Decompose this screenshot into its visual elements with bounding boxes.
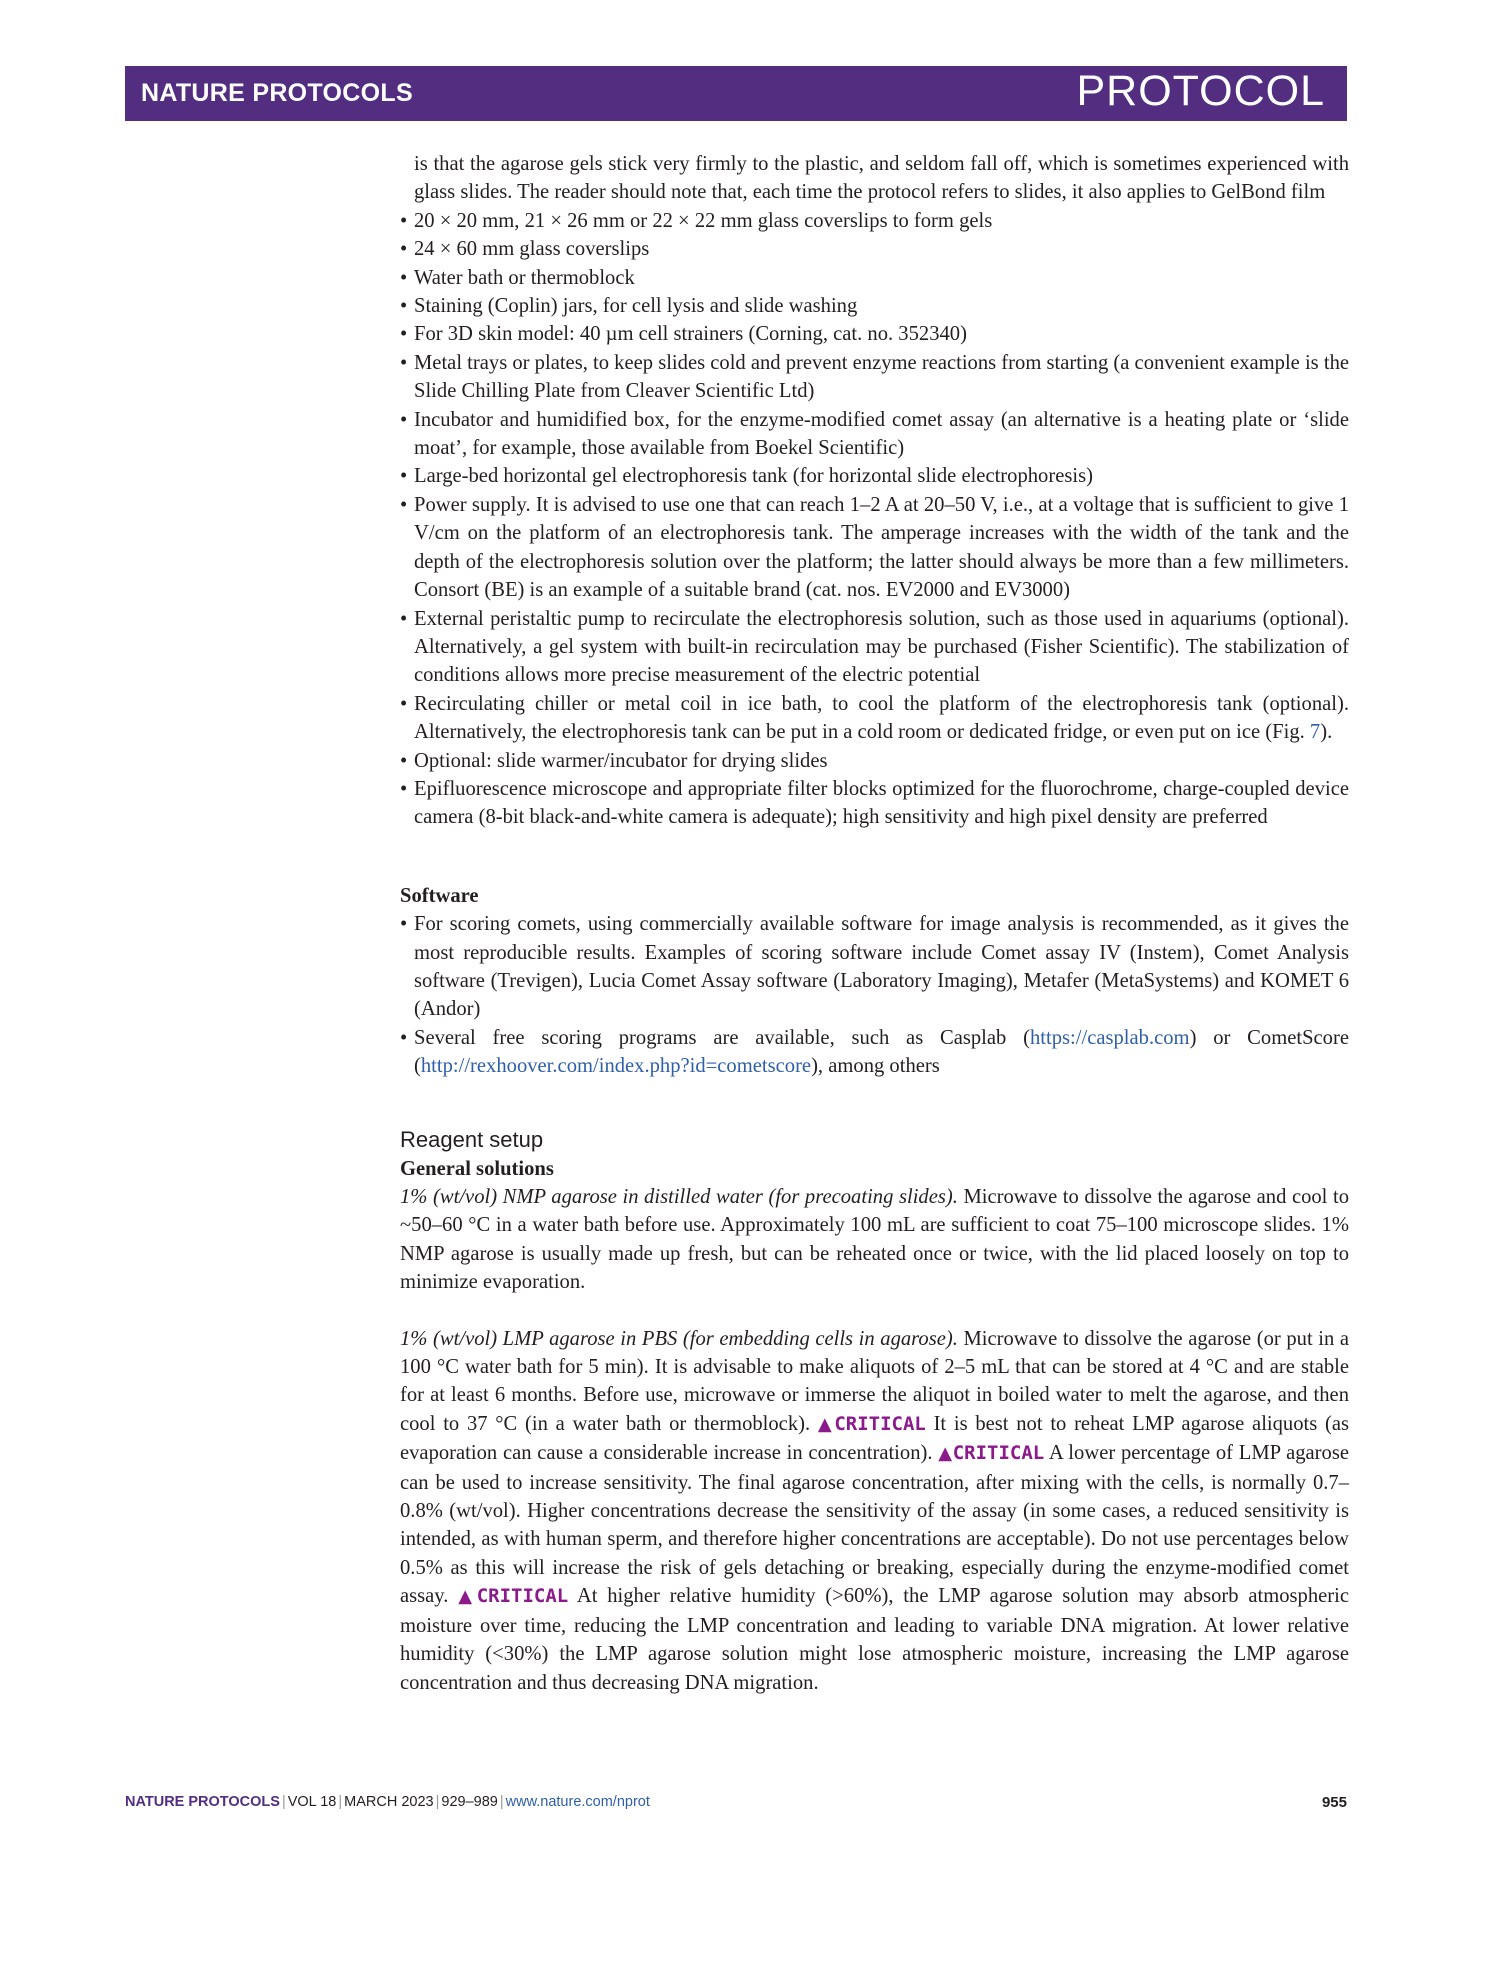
section-label: PROTOCOL [1076, 67, 1325, 115]
list-item: • Staining (Coplin) jars, for cell lysis and slide washing [400, 292, 1349, 320]
critical-marker [458, 1585, 568, 1607]
warning-triangle-icon: ▲ [817, 1413, 835, 1435]
lmp-agarose-paragraph [400, 1325, 1349, 1697]
nmp-agarose-paragraph [400, 1183, 1349, 1297]
list-item: • Metal trays or plates, to keep slides cold and prevent enzyme reactions from starting (a convenient example is the Slide Chilling Plate from Cleaver Scientific Ltd) [400, 349, 1349, 406]
software-text: ) or CometScore ( [414, 1026, 1349, 1078]
critical-label: CRITICAL [476, 1585, 569, 1608]
footer-date: MARCH 2023 [344, 1794, 434, 1810]
list-item [400, 1024, 1349, 1081]
cometscore-link[interactable]: http://rexhoover.com/index.php?id=cometscore [420, 1055, 812, 1078]
paragraph-body: At higher relative humidity (>60%), the LMP agarose solution may absorb atmospheric moisture over time, reducing the LMP concentration and leading to variable DNA migration. At lower relative humidity (<30%) the LMP agarose solution might lose atmospheric moisture, increasing the LMP agarose concentration and thus decreasing DNA migration. [400, 1585, 1349, 1694]
paragraph-lead: 1% (wt/vol) NMP agarose in distilled water (for precoating slides). [400, 1186, 958, 1208]
software-list [400, 910, 1349, 1080]
journal-name: NATURE PROTOCOLS [141, 79, 413, 107]
critical-label: CRITICAL [952, 1442, 1045, 1465]
chiller-text-end: ). [1320, 721, 1333, 744]
list-item: • Incubator and humidified box, for the enzyme-modified comet assay (an alternative is a heating plate or ‘slide moat’, for example, those available from Boekel Scientific) [400, 406, 1349, 463]
list-item: • 20 × 20 mm, 21 × 26 mm or 22 × 22 mm glass coverslips to form gels [400, 207, 1349, 235]
general-solutions-heading: General solutions [400, 1157, 554, 1180]
footer-url-link[interactable]: www.nature.com/nprot [505, 1794, 650, 1810]
software-heading: Software [400, 884, 479, 907]
reagent-setup-heading: Reagent setup [400, 1126, 544, 1152]
continuation-text: is that the agarose gels stick very firmly to the plastic, and seldom fall off, which is sometimes experienced with glass slides. The reader should note that, each time the protocol refers to slides, it also applies to GelBond film [414, 153, 1349, 204]
paragraph-lead: 1% (wt/vol) LMP agarose in PBS (for embedding cells in agarose). [400, 1327, 958, 1350]
list-item: • Power supply. It is advised to use one that can reach 1–2 A at 20–50 V, i.e., at a voltage that is sufficient to give 1 V/cm on the platform of an electrophoresis tank. The amperage increases with the width of the tank and the depth of the electrophoresis solution over the platform; the latter should always be more than a few millimeters. Consort (BE) is an example of a suitable brand (cat. nos. EV2000 and EV3000) [400, 491, 1349, 605]
paragraph-body: Microwave to dissolve the agarose (or put in a 100 °C water bath for 5 min). It is advisable to make aliquots of 2–5 mL that can be stored at 4 °C and are stable for at least 6 months. Before use, microwave or immerse the aliquot in boiled water to melt the agarose, and then cool to 37 °C (in a water bath or thermoblock). [400, 1327, 1349, 1435]
list-item: • Water bath or thermoblock [400, 264, 1349, 292]
critical-label: CRITICAL [834, 1412, 926, 1435]
footer-journal: NATURE PROTOCOLS [125, 1794, 280, 1810]
software-text: ), among others [811, 1055, 940, 1078]
paragraph-body: Microwave to dissolve the agarose and cool to ~50–60 °C in a water bath before use. Approximately 100 mL are sufficient to coat 75–100 microscope slides. 1% NMP agarose is usually made up fresh, but can be reheated once or twice, with the lid placed loosely on top to minimize evaporation. [400, 1186, 1349, 1294]
list-item: • External peristaltic pump to recirculate the electrophoresis solution, such as those used in aquariums (optional). Alternatively, a gel system with built-in recirculation may be purchased (Fisher Scientific). The stabilization of conditions allows more precise measurement of the electric potential [400, 605, 1349, 690]
equipment-list [400, 207, 1349, 832]
header-bar [125, 66, 1347, 121]
list-item: • Optional: slide warmer/incubator for drying slides [400, 747, 1349, 775]
critical-marker [938, 1442, 1044, 1464]
footer-volume: VOL 18 [287, 1794, 337, 1810]
article-body [400, 150, 1349, 1697]
list-item: • Epifluorescence microscope and appropriate filter blocks optimized for the fluorochrome, charge-coupled device camera (8-bit black-and-white camera is adequate); high sensitivity and high pixel density are preferred [400, 775, 1349, 832]
list-item: • For 3D skin model: 40 µm cell strainers (Corning, cat. no. 352340) [400, 320, 1349, 348]
warning-triangle-icon: ▲ [458, 1586, 477, 1608]
footer-pages: 929–989 [441, 1794, 498, 1810]
paragraph-body: It is best not to reheat LMP agarose aliquots (as evaporation can cause a considerable increase in concentration). [400, 1412, 1350, 1465]
page-footer: NATURE PROTOCOLS | VOL 18 | MARCH 2023 | 929–989 | www.nature.com/nprot 955 [125, 1794, 1347, 1811]
critical-marker [818, 1413, 926, 1435]
warning-triangle-icon: ▲ [938, 1443, 953, 1465]
list-item: • 24 × 60 mm glass coverslips [400, 235, 1349, 263]
chiller-text: Recirculating chiller or metal coil in ice bath, to cool the platform of the electrophoresis tank (optional). Alternatively, the electrophoresis tank can be put in a cold room or dedicated fridge, or even put on ice (Fig. [414, 692, 1349, 744]
list-item: • For scoring comets, using commercially available software for image analysis is recommended, as it gives the most reproducible results. Examples of scoring software include Comet assay IV (Instem), Comet Analysis software (Trevigen), Lucia Comet Assay software (Laboratory Imaging), Metafer (MetaSystems) and KOMET 6 (Andor) [400, 910, 1349, 1024]
software-text: Several free scoring programs are available, such as Casplab ( [414, 1026, 1030, 1049]
page-number: 955 [1321, 1794, 1347, 1811]
list-item: • Large-bed horizontal gel electrophoresis tank (for horizontal slide electrophoresis) [400, 462, 1349, 490]
casplab-link[interactable]: https://casplab.com [1030, 1026, 1190, 1049]
figure-link[interactable]: 7 [1309, 721, 1321, 744]
paragraph-body: A lower percentage of LMP agarose can be used to increase sensitivity. The final agarose concentration, after mixing with the cells, is normally 0.7–0.8% (wt/vol). Higher concentrations decrease the sensitivity of the assay (in some cases, a reduced sensitivity is intended, as with human sperm, and therefore higher concentrations are acceptable). Do not use percentages below 0.5% as this will increase the risk of gels detaching or breaking, especially during the enzyme-modified comet assay. [400, 1442, 1349, 1608]
list-item [400, 690, 1349, 747]
